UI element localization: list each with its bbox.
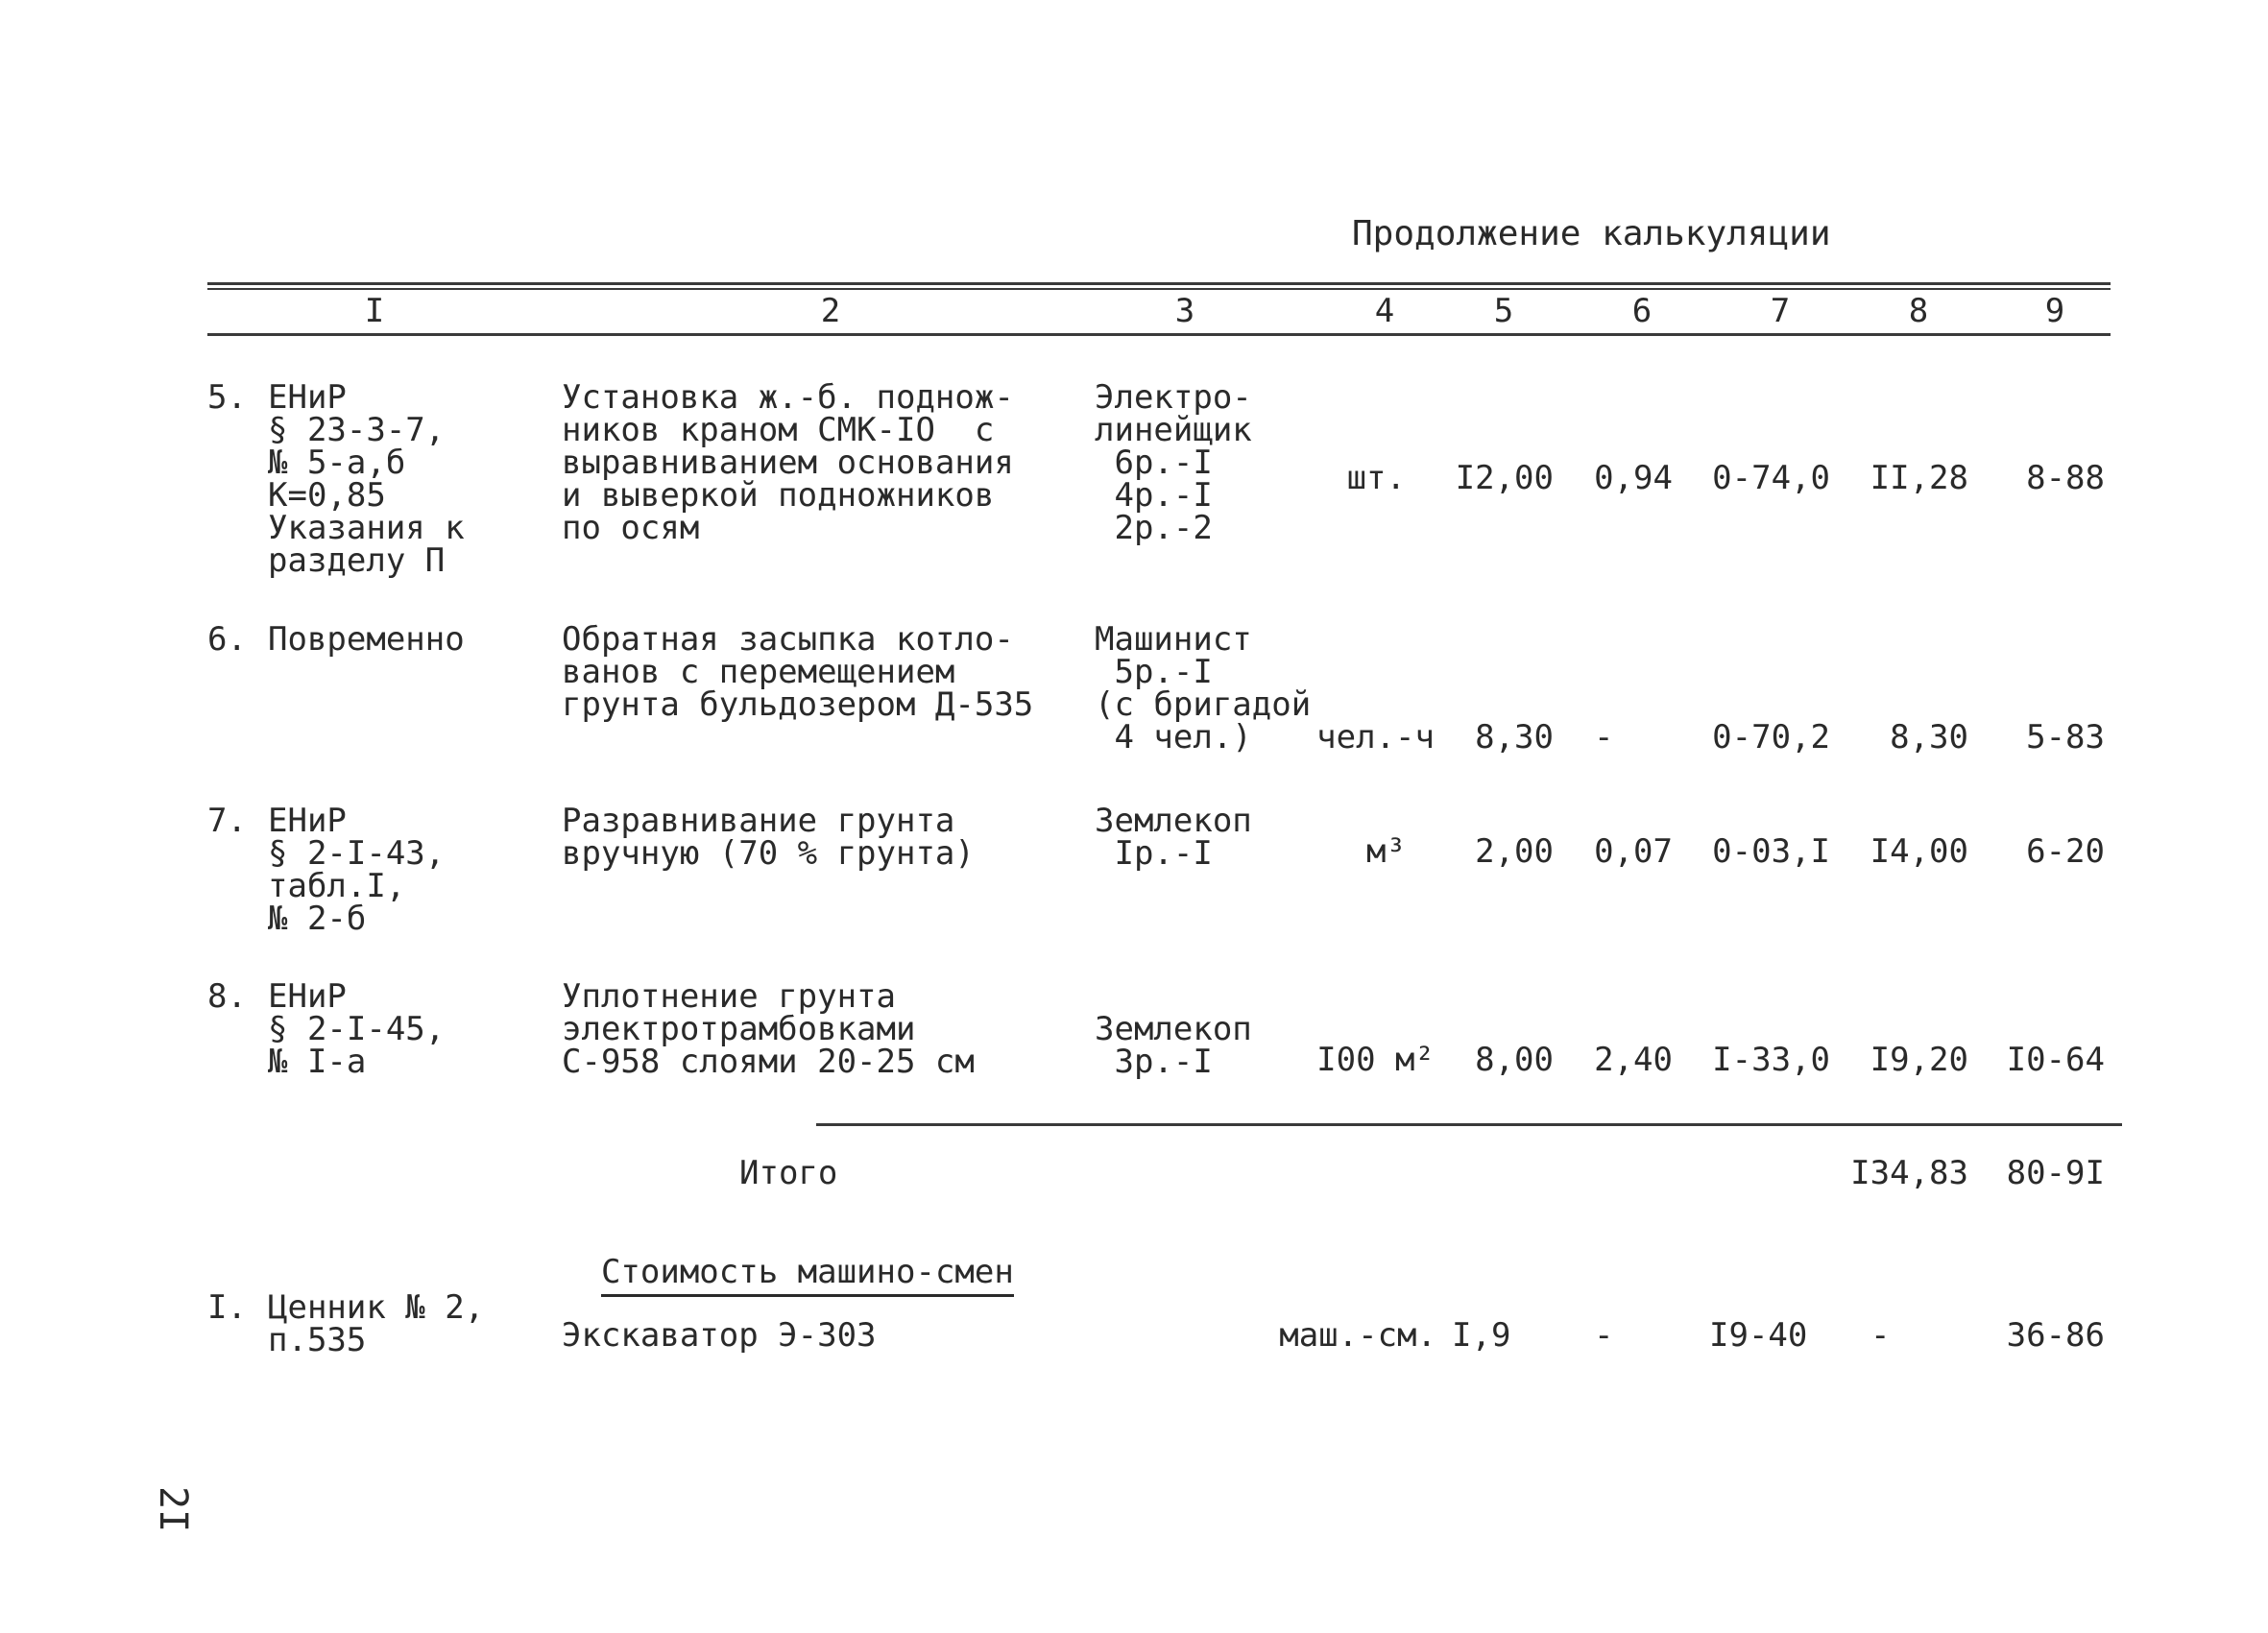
page-number: 2I — [151, 1486, 195, 1533]
row-col7: 0-03,I — [1712, 832, 1830, 871]
row-basis-line: § 2-I-43, — [268, 834, 446, 873]
row-basis-line: разделу П — [268, 541, 446, 580]
total-label: Итого — [739, 1154, 838, 1192]
row-col6: 0,94 — [1594, 459, 1673, 497]
row-col5: 8,00 — [1475, 1041, 1554, 1079]
row-col5: 2,00 — [1475, 832, 1554, 871]
row-unit: м³ — [1366, 832, 1406, 871]
row-col8: - — [1870, 1316, 1891, 1355]
row-crew-line: (с бригадой — [1095, 685, 1312, 724]
row-number: 8. — [207, 977, 247, 1016]
row-work-line: Разравнивание грунта — [562, 802, 955, 840]
row-col7: 0-74,0 — [1712, 459, 1830, 497]
header-top-rule-2 — [207, 288, 2111, 290]
row-work-line: С-958 слоями 20-25 см — [562, 1043, 975, 1081]
row-basis-line: ЕНиР — [268, 802, 347, 840]
total-col8: I34,83 — [1850, 1154, 1968, 1192]
section-heading-text: Стоимость машино-смен — [601, 1253, 1014, 1297]
row-crew-line: 3р.-I — [1095, 1043, 1213, 1081]
row-work-line: Установка ж.-б. поднож- — [562, 378, 1014, 417]
row-unit: шт. — [1346, 459, 1406, 497]
row-crew-line: 2р.-2 — [1095, 509, 1213, 547]
total-col9: 80-9I — [2006, 1154, 2105, 1192]
col-header-3: 3 — [1174, 292, 1195, 330]
row-col9: 5-83 — [2026, 718, 2105, 756]
total-rule — [816, 1123, 2122, 1126]
row-crew-line: Электро- — [1095, 378, 1252, 417]
row-col7: I9-40 — [1709, 1316, 1808, 1355]
row-crew-line: 6р.-I — [1095, 444, 1213, 482]
row-work-line: грунта бульдозером Д-535 — [562, 685, 1034, 724]
row-work-line: ников краном СМК-IO с — [562, 411, 995, 449]
col-header-2: 2 — [820, 292, 841, 330]
row-col8: I4,00 — [1870, 832, 1968, 871]
col-header-9: 9 — [2044, 292, 2065, 330]
row-col9: 36-86 — [2006, 1316, 2105, 1355]
row-unit: чел.-ч — [1316, 718, 1435, 756]
row-crew-line: Машинист — [1095, 620, 1252, 659]
row-basis-line: № I-а — [268, 1043, 367, 1081]
row-crew-line: Землекоп — [1095, 1010, 1252, 1048]
row-basis-line: § 23-3-7, — [268, 411, 446, 449]
col-header-6: 6 — [1631, 292, 1653, 330]
row-crew-line: 4 чел.) — [1095, 718, 1252, 756]
row-basis-line: К=0,85 — [268, 476, 386, 515]
row-col9: 8-88 — [2026, 459, 2105, 497]
col-header-5: 5 — [1493, 292, 1514, 330]
col-header-1: I — [364, 292, 385, 330]
row-basis-line: § 2-I-45, — [268, 1010, 446, 1048]
row-work-line: по осям — [562, 509, 700, 547]
row-col6: - — [1594, 718, 1614, 756]
row-basis-line: Ценник № 2, — [268, 1288, 485, 1327]
row-basis-line: ЕНиР — [268, 378, 347, 417]
col-header-4: 4 — [1374, 292, 1395, 330]
row-col6: 0,07 — [1594, 832, 1673, 871]
row-col6: 2,40 — [1594, 1041, 1673, 1079]
row-number: 5. — [207, 378, 247, 417]
section-heading — [562, 1223, 1014, 1291]
row-col8: 8,30 — [1890, 718, 1968, 756]
row-work-line: Обратная засыпка котло- — [562, 620, 1014, 659]
row-work-line: Уплотнение грунта — [562, 977, 896, 1016]
row-work-line: Экскаватор Э-303 — [562, 1316, 877, 1355]
row-basis-line: п.535 — [268, 1321, 367, 1359]
row-col8: II,28 — [1870, 459, 1968, 497]
row-basis-line: табл.I, — [268, 867, 406, 905]
row-col9: 6-20 — [2026, 832, 2105, 871]
row-unit: I00 м² — [1316, 1041, 1435, 1079]
row-crew-line: 5р.-I — [1095, 653, 1213, 691]
col-header-8: 8 — [1908, 292, 1929, 330]
row-work-line: электротрамбовками — [562, 1010, 916, 1048]
row-crew-line: 4р.-I — [1095, 476, 1213, 515]
row-work-line: ванов с перемещением — [562, 653, 955, 691]
row-work-line: и выверкой подножников — [562, 476, 995, 515]
row-col5: 8,30 — [1475, 718, 1554, 756]
row-col9: I0-64 — [2006, 1041, 2105, 1079]
row-col7: I-33,0 — [1712, 1041, 1830, 1079]
row-col5: I,9 — [1452, 1316, 1511, 1355]
col-header-7: 7 — [1770, 292, 1791, 330]
row-crew-line: Iр.-I — [1095, 834, 1213, 873]
header-bottom-rule — [207, 333, 2111, 336]
row-number: I. — [207, 1288, 247, 1327]
row-crew-line: Землекоп — [1095, 802, 1252, 840]
row-basis-line: № 2-б — [268, 900, 367, 938]
header-top-rule — [207, 282, 2111, 285]
row-col8: I9,20 — [1870, 1041, 1968, 1079]
row-col6: - — [1594, 1316, 1614, 1355]
row-work-line: вручную (70 % грунта) — [562, 834, 975, 873]
row-basis-line: ЕНиР — [268, 977, 347, 1016]
row-basis-line: Указания к — [268, 509, 465, 547]
row-basis-line: № 5-а,б — [268, 444, 406, 482]
row-number: 7. — [207, 802, 247, 840]
row-crew-line: линейщик — [1095, 411, 1252, 449]
row-col7: 0-70,2 — [1712, 718, 1830, 756]
row-unit: маш.-см. — [1279, 1316, 1436, 1355]
row-work-line: выравниванием основания — [562, 444, 1014, 482]
continuation-title: Продолжение калькуляции — [1352, 214, 1831, 253]
row-number: 6. — [207, 620, 247, 659]
row-basis-line: Повременно — [268, 620, 465, 659]
row-col5: I2,00 — [1455, 459, 1554, 497]
